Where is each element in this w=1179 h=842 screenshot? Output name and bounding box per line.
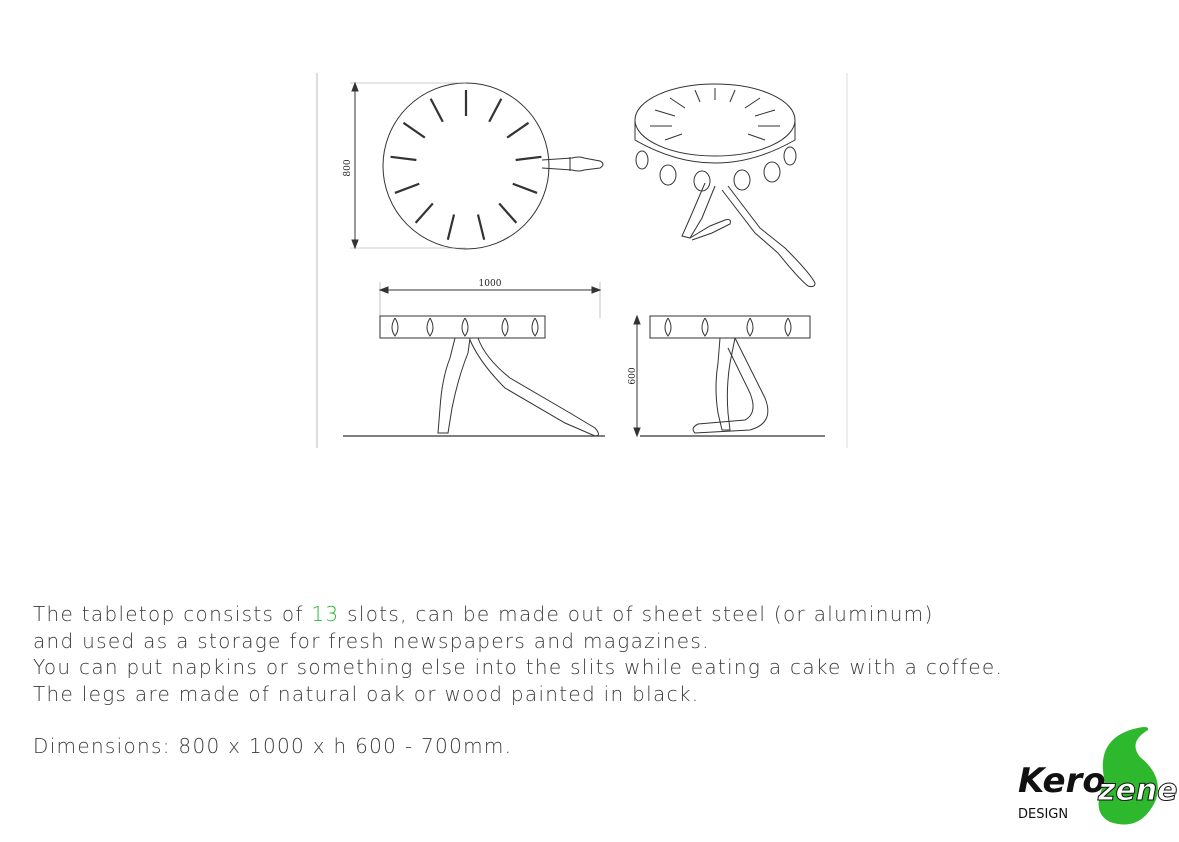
description-line-1: The tabletop consists of 13 slots, can be made out of sheet steel (or aluminum) — [33, 602, 934, 626]
front-leg-2 — [470, 338, 599, 436]
tabletop-slots — [391, 90, 542, 240]
front-drops — [392, 318, 538, 336]
description-line-2: and used as a storage for fresh newspapers and magazines. — [33, 628, 710, 653]
dimension-label-600: 600 — [628, 367, 638, 385]
perspective-drops — [636, 147, 796, 191]
kerozene-logo — [1010, 722, 1179, 832]
top-view — [343, 83, 603, 249]
slot — [448, 215, 454, 240]
dimension-label-800: 800 — [343, 159, 353, 177]
slot — [478, 215, 484, 240]
logo-brand-dark: Kero — [1018, 761, 1106, 801]
description-line-3: You can put napkins or something else into the slits while eating a cake with a coffee. — [33, 655, 1004, 679]
description-text — [33, 601, 1153, 760]
side-tabletop — [650, 316, 810, 338]
slot — [513, 184, 537, 193]
description-line-4: The legs are made of natural oak or wood painted in black. — [33, 681, 700, 706]
perspective-view — [635, 84, 815, 287]
logo-brand-green: zene — [1098, 773, 1178, 808]
perspective-leg-2 — [722, 186, 815, 287]
logo-sub: DESIGN — [1018, 807, 1069, 822]
slot — [516, 157, 542, 160]
slot — [431, 99, 443, 122]
dimension-label-1000: 1000 — [478, 279, 502, 289]
slot — [416, 203, 433, 222]
slot — [499, 203, 516, 222]
front-elevation — [343, 279, 605, 436]
side-elevation — [628, 316, 825, 436]
slot — [391, 157, 417, 160]
slot — [507, 123, 528, 138]
slot — [395, 184, 419, 193]
perspective-slots — [650, 88, 780, 140]
front-leg-1 — [438, 338, 470, 433]
side-drops — [665, 318, 791, 336]
side-leg-1 — [716, 338, 735, 430]
top-view-leg — [542, 157, 603, 171]
perspective-leg-1 — [682, 183, 715, 238]
perspective-leg-1-foot — [690, 220, 730, 241]
dimensions-text: Dimensions: 800 x 1000 x h 600 - 700mm. — [33, 734, 513, 758]
side-leg-2 — [693, 338, 768, 433]
slot-count: 13 — [311, 602, 340, 626]
technical-drawing — [310, 68, 855, 453]
slot — [403, 123, 424, 138]
slot — [489, 99, 501, 122]
